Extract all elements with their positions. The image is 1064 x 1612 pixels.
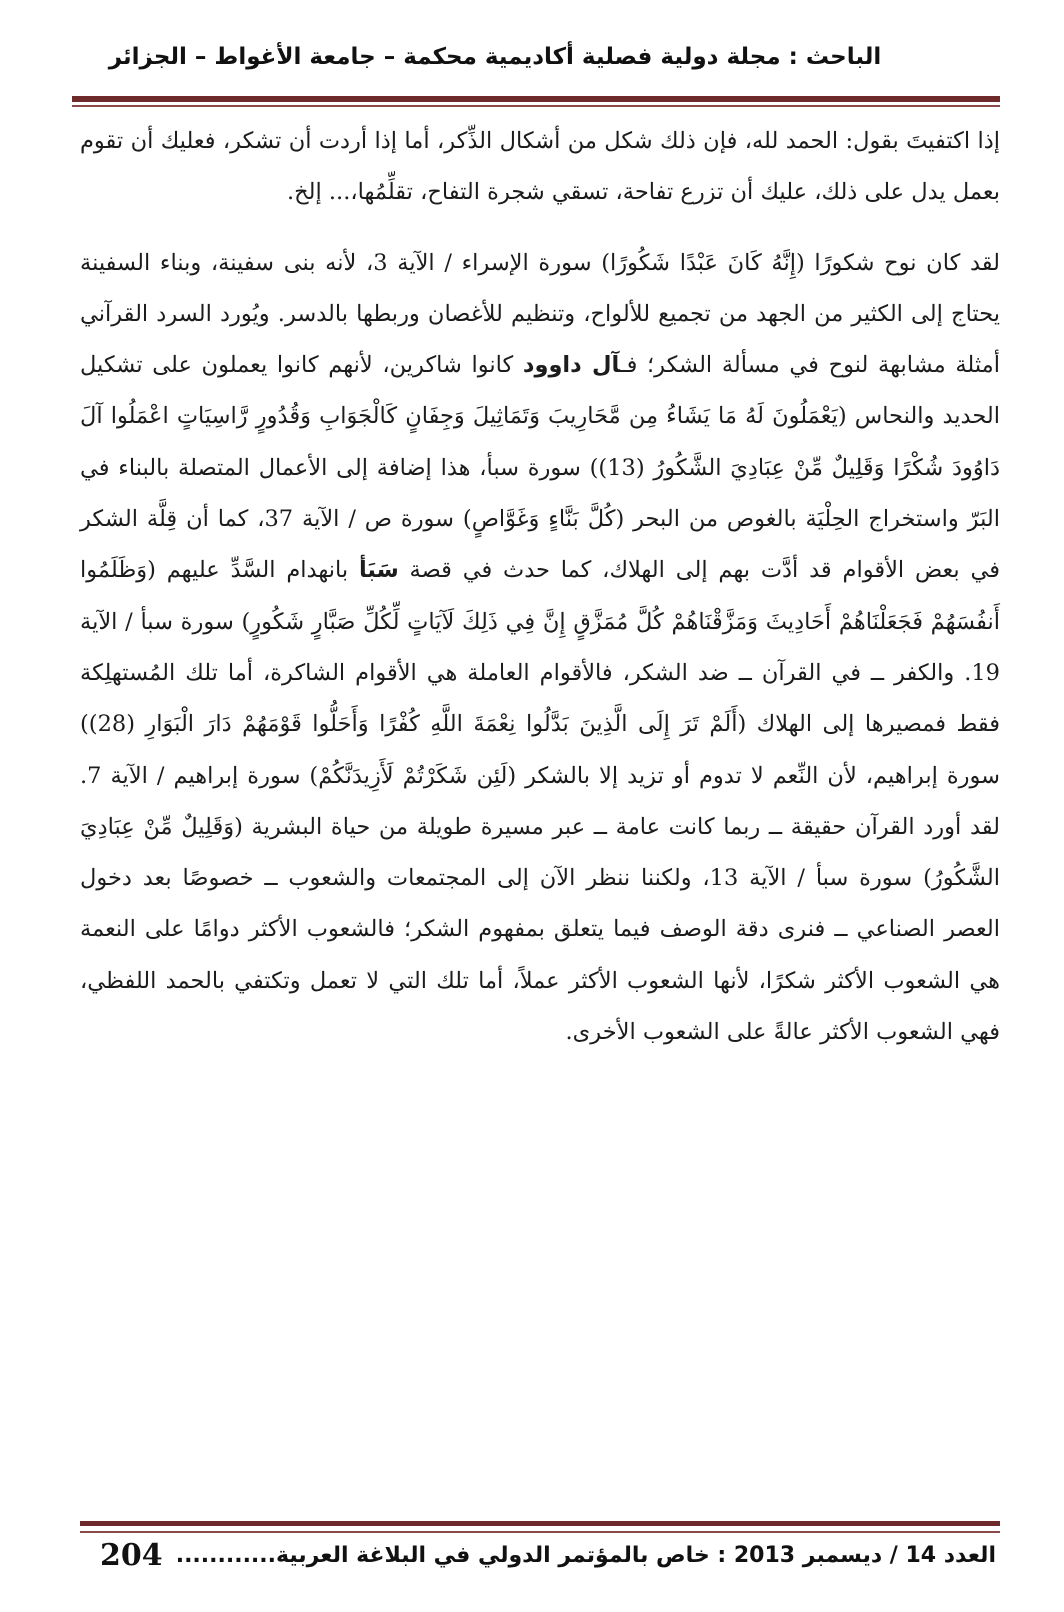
page-number: 204 xyxy=(100,1538,163,1573)
paragraph-1: إذا اكتفيتَ بقول: الحمد لله، فإن ذلك شكل من أشكال الذِّكر، أما إذا أردت أن تشكر، فعليك أن تقوم بعمل يدل على ذلك، عليك أن تزرع تفاحة، تسقي شجرة التفاح، تقلِّمُها،... إلخ. xyxy=(80,128,1000,206)
footer-rule-thick xyxy=(80,1521,1000,1526)
footer-rule-thin xyxy=(80,1531,1000,1533)
bold-term-saba: سَبَأ xyxy=(358,557,399,584)
journal-header-title: الباحث : مجلة دولية فصلية أكاديمية محكمة – جامعة الأغواط – الجزائر xyxy=(108,44,882,70)
paragraph-2-part-b: كانوا شاكرين، لأنهم كانوا يعملون على تشكيل الحديد والنحاس (يَعْمَلُونَ لَهُ مَا يَشَاءُ مِن مَّحَارِيبَ وَتَمَاثِيلَ وَجِفَانٍ كَالْجَوَابِ وَقُدُورٍ رَّاسِيَاتٍ اعْمَلُوا آلَ دَاوُودَ شُكْرًا وَقَلِيلٌ مِّنْ عِبَادِيَ الشَّكُورُ (13)) سورة سبأ، هذا إضافة إلى الأعمال المتصلة بالبناء في البَرّ واستخراج الحِلْيَة بالغوص من البحر (كُلَّ بَنَّاءٍ وَغَوَّاصٍ) سورة ص / الآية 37، كما أن قِلَّة الشكر في بعض الأقوام قد أدَّت بهم إلى الهلاك، كما حدث في قصة xyxy=(80,352,1001,584)
footer-issue-info: العدد 14 / ديسمبر 2013 : خاص بالمؤتمر الدولي في البلاغة العربية............ xyxy=(175,1543,996,1568)
header-rule-thick xyxy=(72,96,1000,102)
paragraph-2-part-a: لقد كان نوح شكورًا (إِنَّهُ كَانَ عَبْدًا شَكُورًا) سورة الإسراء / الآية 3، لأنه بنى سفينة، وبناء السفينة يحتاج إلى الكثير من الجهد من تجميع للألواح، وتنظيم للأغصان وربطها بالدسر. ويُورد السرد القرآني أمثلة مشابهة لنوح في مسألة الشكر؛ فـ xyxy=(80,249,1000,379)
paragraph-2 xyxy=(80,238,1000,1059)
bold-term-aal-dawood: آل داوود xyxy=(522,352,620,379)
header-rule-thin xyxy=(72,105,1000,107)
article-body xyxy=(80,116,1000,1058)
paragraph-2-part-c: بانهدام السَّدِّ عليهم (وَظَلَمُوا أَنفُسَهُمْ فَجَعَلْنَاهُمْ أَحَادِيثَ وَمَزَّقْنَاهُمْ كُلَّ مُمَزَّقٍ إِنَّ فِي ذَلِكَ لَآيَاتٍ لِّكُلِّ صَبَّارٍ شَكُورٍ) سورة سبأ / الآية 19. والكفر ــ في القرآن ــ ضد الشكر، فالأقوام العاملة هي الأقوام الشاكرة، أما تلك المُستهلِكة فقط فمصيرها إلى الهلاك (أَلَمْ تَرَ إِلَى الَّذِينَ بَدَّلُوا نِعْمَةَ اللَّهِ كُفْرًا وَأَحَلُّوا قَوْمَهُمْ دَارَ الْبَوَارِ (28)) سورة إبراهيم، لأن النِّعم لا تدوم أو تزيد إلا بالشكر (لَئِن شَكَرْتُمْ لَأَزِيدَنَّكُمْ) سورة إبراهيم / الآية 7. لقد أورد القرآن حقيقة ــ ربما كانت عامة ــ عبر مسيرة طويلة من حياة البشرية (وَقَلِيلٌ مِّنْ عِبَادِيَ الشَّكُورُ) سورة سبأ / الآية 13، ولكننا ننظر الآن إلى المجتمعات والشعوب ــ خصوصًا بعد دخول العصر الصناعي ــ فنرى دقة الوصف فيما يتعلق بمفهوم الشكر؛ فالشعوب الأكثر دوامًا على النعمة هي الشعوب الأكثر شكرًا، لأنها الشعوب الأكثر عملاً، أما تلك التي لا تعمل وتكتفي بالحمد اللفظي، فهي الشعوب الأكثر عالةً على الشعوب الأخرى. xyxy=(80,557,1000,1046)
